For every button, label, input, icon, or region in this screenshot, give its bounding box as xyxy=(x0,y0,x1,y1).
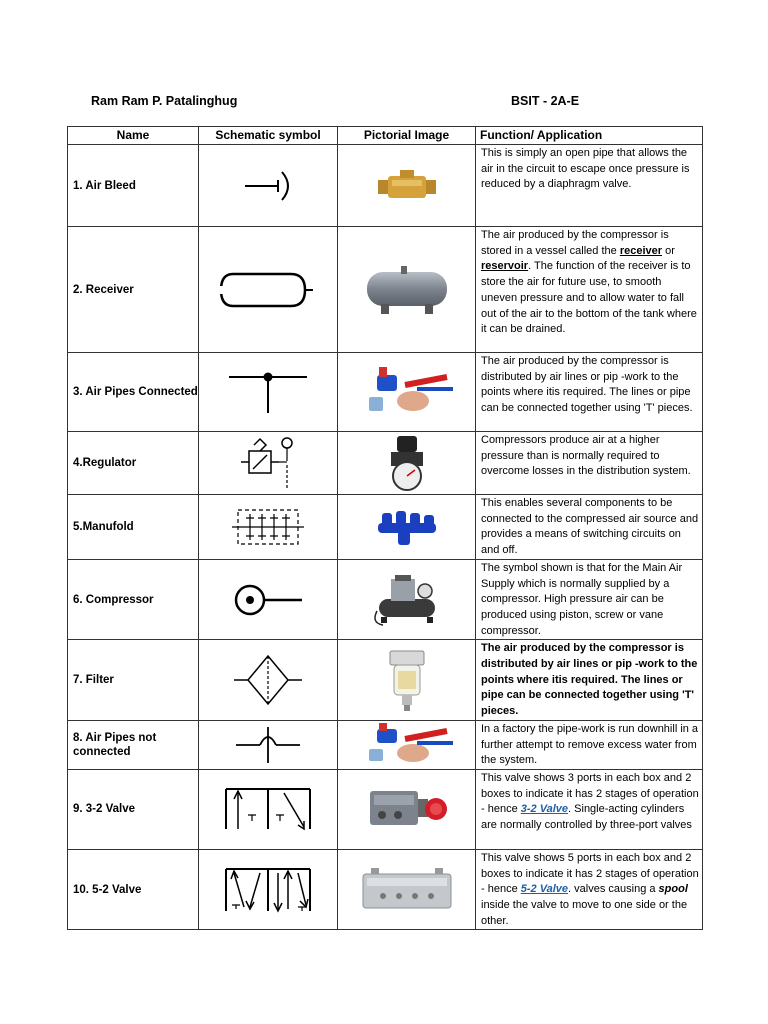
column-header-name: Name xyxy=(68,127,199,145)
table-row xyxy=(68,227,703,353)
reservoir-term: reservoir xyxy=(481,260,529,273)
row-name: 8. Air Pipes not connected xyxy=(68,720,199,769)
function-text: The symbol shown is that for the Main Air Supply which is normally supplied by a compressor. High pressure air can be produced using piston, screw or vane compressor. xyxy=(481,561,683,637)
function-text: . The function of the receiver is to store the air for future use, to smooth uneven pressure and to allow water to fall out of the air to the bottom of the tank where it can be drained. xyxy=(481,260,697,336)
receiver-symbol xyxy=(199,227,338,353)
row-function xyxy=(476,640,703,721)
function-text: This valve shows 5 ports in each box and 2 boxes to indicate it has 2 stages of operation - hence xyxy=(481,851,699,896)
column-header-function: Function/ Application xyxy=(476,127,703,145)
row-name: 10. 5-2 Valve xyxy=(68,849,199,930)
function-text: or xyxy=(662,244,675,257)
spool-term: spool xyxy=(658,883,688,896)
valve-5-2-term: 5-2 Valve xyxy=(520,883,569,896)
student-section: BSIT - 2A-E xyxy=(511,94,580,108)
air-filter-unit-image xyxy=(338,640,476,721)
regulator-symbol xyxy=(199,432,338,495)
pipe-fittings-image xyxy=(338,353,476,432)
row-name: 9. 3-2 Valve xyxy=(68,769,199,849)
table-row xyxy=(68,495,703,560)
row-name: 6. Compressor xyxy=(68,559,199,640)
row-function xyxy=(476,495,703,560)
table-row xyxy=(68,559,703,640)
function-text: The air produced by the compressor is distributed by air lines or pip -work to the points where itis required. The lines or pipe can be connected together using 'T' pieces. xyxy=(481,355,693,415)
table-row xyxy=(68,720,703,769)
student-name: Ram Ram P. Patalinghug xyxy=(91,94,238,108)
compressor-symbol xyxy=(199,559,338,640)
row-function xyxy=(476,849,703,930)
function-text: The air produced by the compressor is distributed by air lines or pip -work to the points where itis required. The lines or pipe can be connected together using 'T' pieces. xyxy=(481,642,698,718)
row-function xyxy=(476,720,703,769)
table-header-row xyxy=(68,127,703,145)
row-name: 2. Receiver xyxy=(68,227,199,353)
row-name: 3. Air Pipes Connected xyxy=(68,353,199,432)
column-header-symbol: Schematic symbol xyxy=(199,127,338,145)
aluminium-valve-block-image xyxy=(338,849,476,930)
brass-air-bleed-valve-image xyxy=(338,145,476,227)
function-text: inside the valve to move to one side or the other. xyxy=(481,899,688,927)
blue-manifold-fittings-image xyxy=(338,495,476,560)
table-row xyxy=(68,432,703,495)
row-function xyxy=(476,769,703,849)
air-receiver-tank-image xyxy=(338,227,476,353)
receiver-term: receiver xyxy=(619,244,663,257)
function-text: . valves causing a xyxy=(568,883,659,896)
function-text: The air produced by the compressor is stored in a vessel called the xyxy=(481,229,669,257)
function-text: . Single-acting cylinders are normally controlled by three-port valves xyxy=(481,803,692,832)
row-name: 5.Manufold xyxy=(68,495,199,560)
row-function xyxy=(476,559,703,640)
column-header-image: Pictorial Image xyxy=(338,127,476,145)
function-text: Compressors produce air at a higher pressure than is normally required to overcome losses in the distribution system. xyxy=(481,434,691,478)
row-function xyxy=(476,432,703,495)
manifold-symbol xyxy=(199,495,338,560)
table-row xyxy=(68,353,703,432)
connected-pipes-symbol xyxy=(199,353,338,432)
table-row xyxy=(68,640,703,721)
table-row xyxy=(68,849,703,930)
function-text: In a factory the pipe-work is run downhill in a further attempt to remove excess water from the system. xyxy=(481,722,699,767)
pressure-regulator-gauge-image xyxy=(338,432,476,495)
solenoid-valve-red-button-image xyxy=(338,769,476,849)
row-name: 1. Air Bleed xyxy=(68,145,199,227)
function-text: This valve shows 3 ports in each box and 2 boxes to indicate it has 2 stages of operation - hence xyxy=(481,771,699,816)
table-row xyxy=(68,769,703,849)
function-text: This is simply an open pipe that allows the air in the circuit to escape once pressure is reduced by a diaphragm valve. xyxy=(481,147,690,191)
crossing-pipes-symbol xyxy=(199,720,338,769)
air-bleed-symbol xyxy=(199,145,338,227)
function-text: This enables several components to be connected to the compressed air source and provides a means of switching circuits on and off. xyxy=(481,497,699,557)
valve-5-2-symbol xyxy=(199,849,338,930)
pneumatic-symbols-table xyxy=(67,126,703,930)
valve-3-2-term: 3-2 Valve xyxy=(520,803,569,816)
air-compressor-unit-image xyxy=(338,559,476,640)
filter-symbol xyxy=(199,640,338,721)
row-function xyxy=(476,145,703,227)
pipe-fittings-image xyxy=(338,720,476,769)
row-name: 7. Filter xyxy=(68,640,199,721)
valve-3-2-symbol xyxy=(199,769,338,849)
table-row xyxy=(68,145,703,227)
row-function xyxy=(476,353,703,432)
row-function xyxy=(476,227,703,353)
row-name: 4.Regulator xyxy=(68,432,199,495)
